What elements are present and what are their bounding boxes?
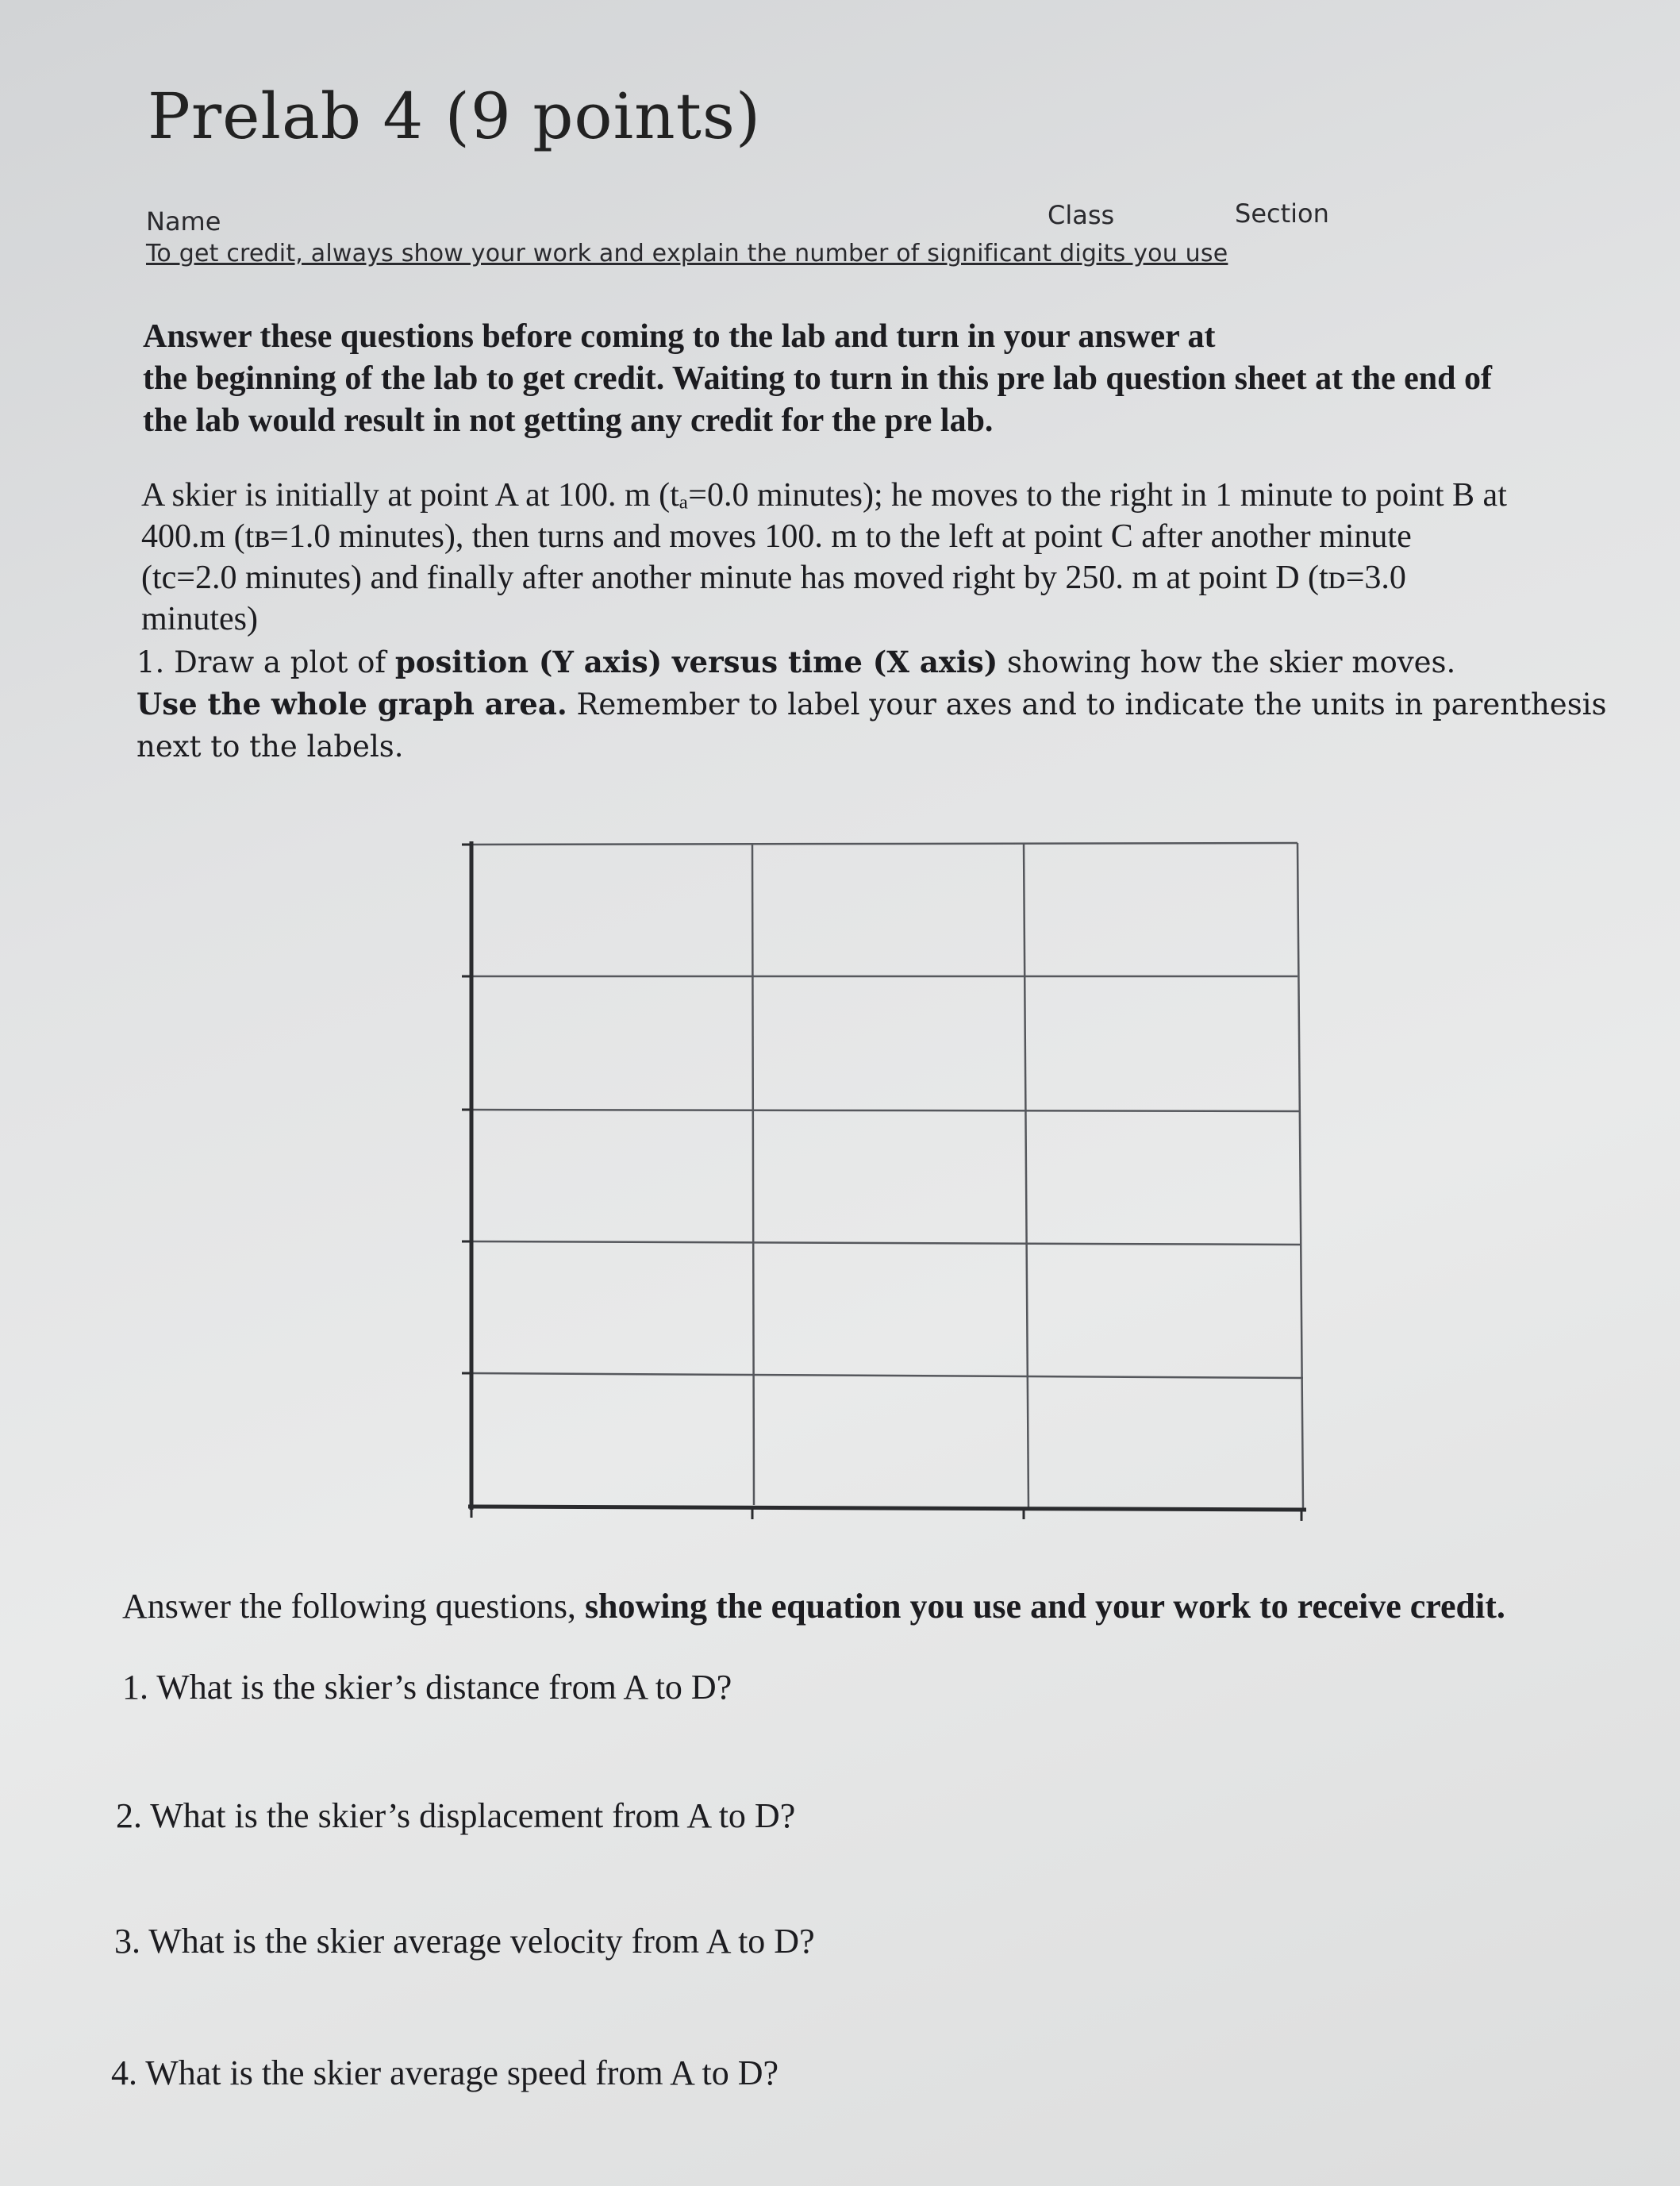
intro-instructions bbox=[143, 316, 1619, 442]
intro-line: the lab would result in not getting any credit for the pre lab. bbox=[143, 402, 994, 439]
intro-line: the beginning of the lab to get credit. Waiting to turn in this pre lab question sheet at the end of bbox=[143, 360, 1492, 397]
problem-line: (tc=2.0 minutes) and finally after another minute has moved right by 250. m at point D (tᴅ=3.0 bbox=[141, 560, 1406, 596]
problem-line: A skier is initially at point A at 100. m (tₐ=0.0 minutes); he moves to the right in 1 minute to point B at bbox=[141, 477, 1507, 514]
intro-line: Answer these questions before coming to the lab and turn in your answer at bbox=[143, 318, 1216, 355]
plot-task bbox=[136, 641, 1636, 768]
problem-statement bbox=[141, 475, 1633, 640]
task-line-2: Use the whole graph area. Remember to label your axes and to indicate the units in parenthesis bbox=[136, 687, 1607, 722]
question-3: 3. What is the skier average velocity from A to D? bbox=[114, 1922, 815, 1961]
credit-note: To get credit, always show your work and explain the number of significant digits you use bbox=[146, 240, 1228, 267]
problem-line: minutes) bbox=[141, 601, 258, 637]
class-label: Class bbox=[1048, 200, 1115, 230]
question-1: 1. What is the skier’s distance from A to D? bbox=[122, 1668, 732, 1707]
name-label: Name bbox=[146, 206, 221, 237]
blank-graph-grid bbox=[444, 833, 1317, 1532]
x-axis bbox=[468, 1507, 1306, 1510]
section-label: Section bbox=[1235, 198, 1329, 229]
task-line-1: 1. Draw a plot of position (Y axis) versus time (X axis) showing how the skier moves. bbox=[136, 645, 1456, 679]
question-2: 2. What is the skier’s displacement from A to D? bbox=[116, 1796, 796, 1835]
task-line-3: next to the labels. bbox=[136, 729, 404, 764]
problem-line: 400.m (tʙ=1.0 minutes), then turns and moves 100. m to the left at point C after another minute bbox=[141, 518, 1412, 555]
question-4: 4. What is the skier average speed from A to D? bbox=[111, 2053, 779, 2092]
answer-instructions: Answer the following questions, showing the equation you use and your work to receive credit. bbox=[122, 1587, 1505, 1626]
page-title: Prelab 4 (9 points) bbox=[148, 79, 762, 153]
